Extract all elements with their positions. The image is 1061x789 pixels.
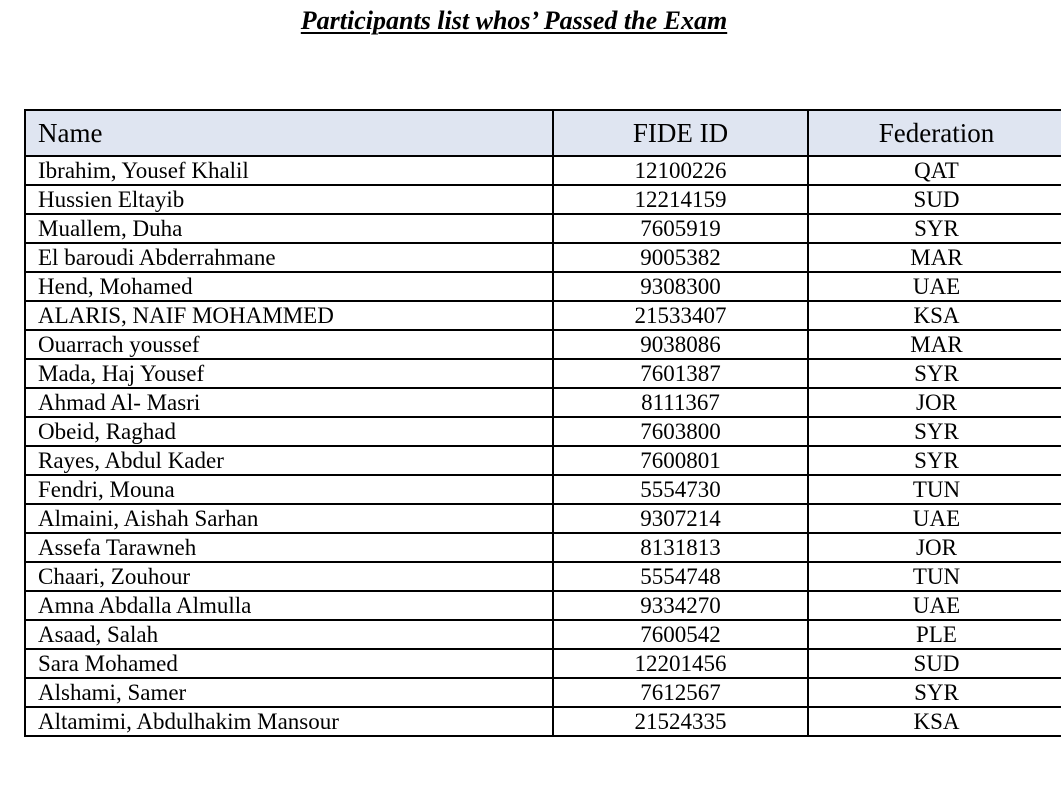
cell-name: Sara Mohamed: [25, 649, 553, 678]
cell-name: Rayes, Abdul Kader: [25, 446, 553, 475]
cell-federation: PLE: [808, 620, 1061, 649]
cell-fide-id: 9005382: [553, 243, 808, 272]
table-row: [25, 707, 1061, 736]
participants-table: [24, 109, 1061, 737]
column-header-fide-id: FIDE ID: [553, 110, 808, 156]
cell-fide-id: 7600542: [553, 620, 808, 649]
table-row: [25, 156, 1061, 185]
table-row: [25, 649, 1061, 678]
cell-name: Amna Abdalla Almulla: [25, 591, 553, 620]
cell-fide-id: 7605919: [553, 214, 808, 243]
cell-federation: UAE: [808, 272, 1061, 301]
table-row: [25, 620, 1061, 649]
cell-federation: SYR: [808, 214, 1061, 243]
cell-fide-id: 9334270: [553, 591, 808, 620]
cell-name: Assefa Tarawneh: [25, 533, 553, 562]
cell-name: El baroudi Abderrahmane: [25, 243, 553, 272]
table-row: [25, 417, 1061, 446]
cell-fide-id: 8131813: [553, 533, 808, 562]
table-row: [25, 446, 1061, 475]
cell-federation: KSA: [808, 301, 1061, 330]
cell-fide-id: 9308300: [553, 272, 808, 301]
cell-federation: TUN: [808, 475, 1061, 504]
cell-name: Asaad, Salah: [25, 620, 553, 649]
cell-fide-id: 12214159: [553, 185, 808, 214]
table-header-row: [25, 110, 1061, 156]
cell-name: Ahmad Al- Masri: [25, 388, 553, 417]
cell-fide-id: 21533407: [553, 301, 808, 330]
cell-fide-id: 12201456: [553, 649, 808, 678]
table-row: [25, 388, 1061, 417]
cell-name: Muallem, Duha: [25, 214, 553, 243]
table-row: [25, 475, 1061, 504]
table-row: [25, 330, 1061, 359]
table-row: [25, 562, 1061, 591]
cell-federation: SYR: [808, 359, 1061, 388]
cell-name: Ibrahim, Yousef Khalil: [25, 156, 553, 185]
cell-name: Fendri, Mouna: [25, 475, 553, 504]
cell-name: Obeid, Raghad: [25, 417, 553, 446]
cell-fide-id: 21524335: [553, 707, 808, 736]
table-row: [25, 533, 1061, 562]
table-row: [25, 359, 1061, 388]
cell-name: Almaini, Aishah Sarhan: [25, 504, 553, 533]
cell-fide-id: 9307214: [553, 504, 808, 533]
column-header-name: Name: [25, 110, 553, 156]
cell-federation: KSA: [808, 707, 1061, 736]
column-header-federation: Federation: [808, 110, 1061, 156]
table-row: [25, 243, 1061, 272]
cell-name: Mada, Haj Yousef: [25, 359, 553, 388]
cell-federation: MAR: [808, 330, 1061, 359]
cell-fide-id: 7603800: [553, 417, 808, 446]
cell-fide-id: 9038086: [553, 330, 808, 359]
cell-fide-id: 7601387: [553, 359, 808, 388]
table-row: [25, 504, 1061, 533]
cell-fide-id: 7600801: [553, 446, 808, 475]
table-row: [25, 678, 1061, 707]
cell-name: ALARIS, NAIF MOHAMMED: [25, 301, 553, 330]
cell-federation: QAT: [808, 156, 1061, 185]
cell-federation: SYR: [808, 678, 1061, 707]
cell-name: Chaari, Zouhour: [25, 562, 553, 591]
cell-federation: SYR: [808, 446, 1061, 475]
cell-federation: SUD: [808, 185, 1061, 214]
table-body: [25, 156, 1061, 736]
cell-name: Hend, Mohamed: [25, 272, 553, 301]
cell-name: Hussien Eltayib: [25, 185, 553, 214]
page-title: Participants list whos’ Passed the Exam: [300, 6, 728, 35]
table-row: [25, 214, 1061, 243]
cell-federation: SYR: [808, 417, 1061, 446]
cell-fide-id: 5554748: [553, 562, 808, 591]
cell-name: Alshami, Samer: [25, 678, 553, 707]
cell-name: Ouarrach youssef: [25, 330, 553, 359]
cell-federation: UAE: [808, 504, 1061, 533]
cell-federation: JOR: [808, 388, 1061, 417]
cell-fide-id: 12100226: [553, 156, 808, 185]
table-row: [25, 591, 1061, 620]
cell-federation: UAE: [808, 591, 1061, 620]
cell-fide-id: 5554730: [553, 475, 808, 504]
cell-federation: TUN: [808, 562, 1061, 591]
table-row: [25, 301, 1061, 330]
cell-name: Altamimi, Abdulhakim Mansour: [25, 707, 553, 736]
cell-federation: SUD: [808, 649, 1061, 678]
cell-fide-id: 7612567: [553, 678, 808, 707]
table-row: [25, 272, 1061, 301]
cell-federation: JOR: [808, 533, 1061, 562]
cell-fide-id: 8111367: [553, 388, 808, 417]
table-row: [25, 185, 1061, 214]
cell-federation: MAR: [808, 243, 1061, 272]
